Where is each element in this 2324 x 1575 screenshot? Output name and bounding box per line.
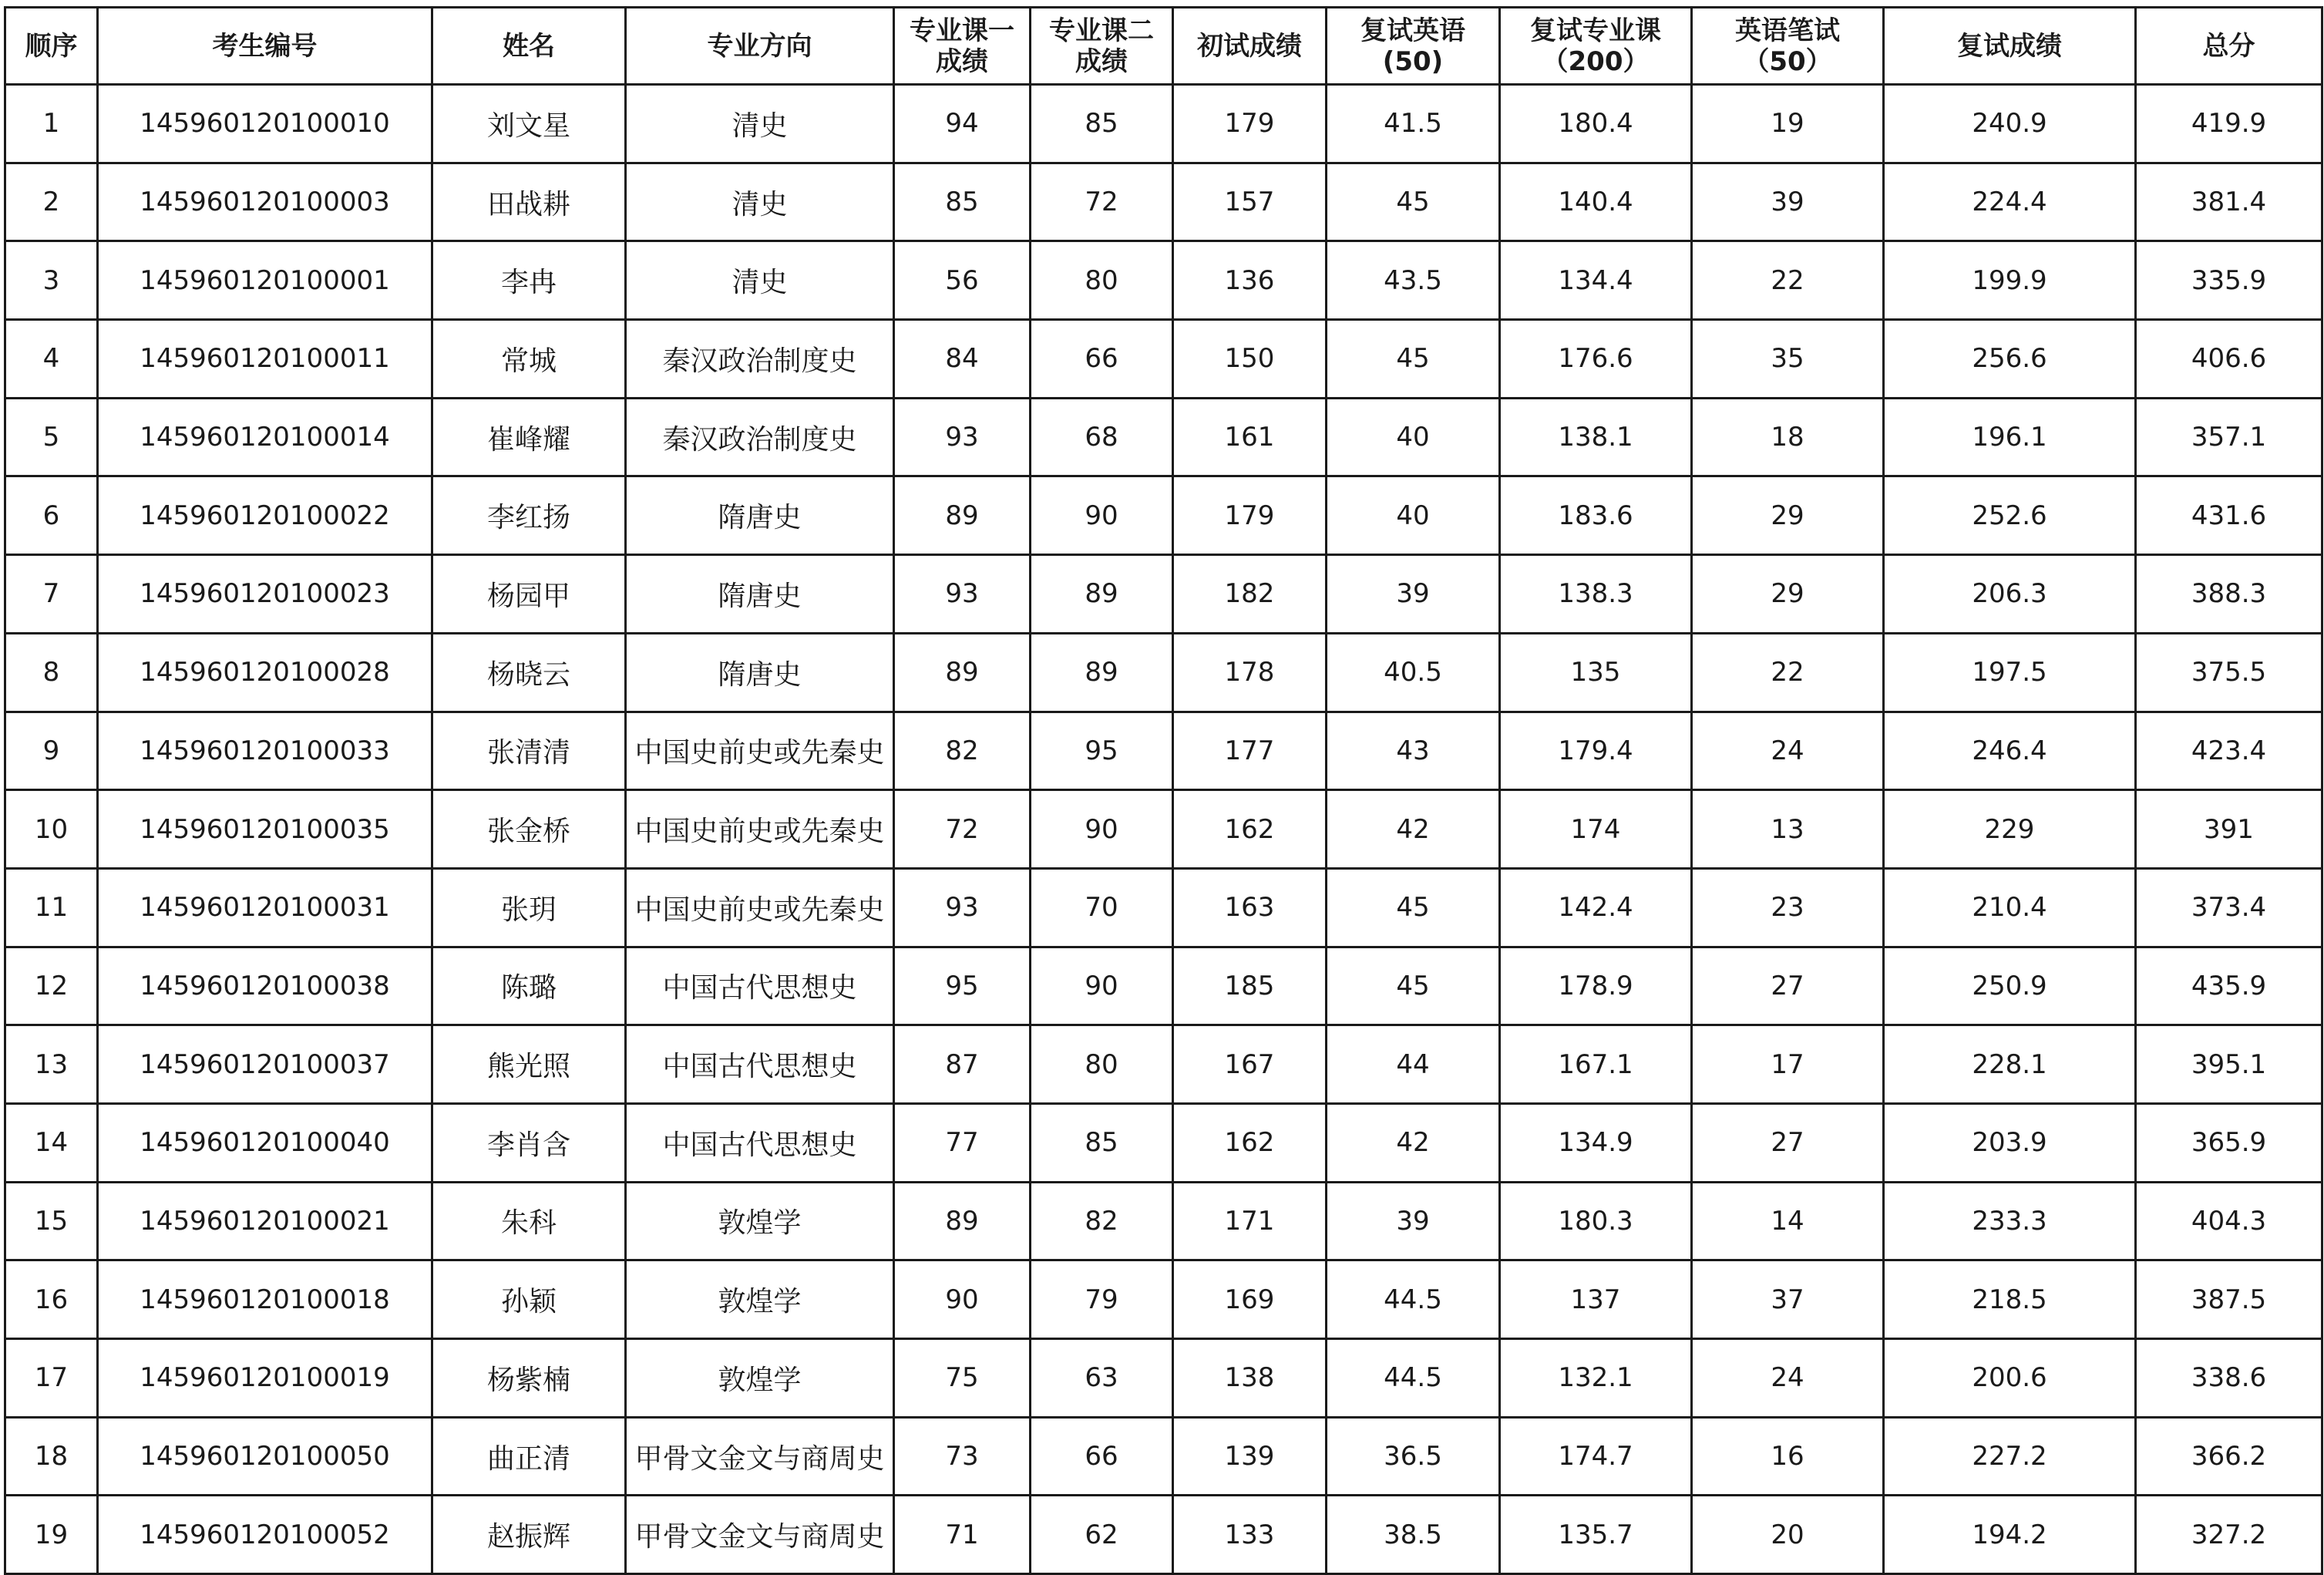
- table-row: [5, 241, 2322, 320]
- cell-retest-score: 194.2: [1884, 1496, 2136, 1574]
- column-header-line: （200）: [1542, 45, 1650, 77]
- cell-direction: 敦煌学: [626, 1182, 894, 1260]
- cell-name: 孙颖: [432, 1260, 626, 1339]
- cell-seq: 17: [5, 1339, 98, 1418]
- cell-total: 391: [2136, 790, 2322, 869]
- cell-course2: 90: [1031, 476, 1173, 555]
- cell-english-written: 39: [1692, 163, 1884, 241]
- cell-retest-english: 40: [1327, 476, 1500, 555]
- cell-direction: 中国古代思想史: [626, 947, 894, 1025]
- cell-retest-english: 36.5: [1327, 1417, 1500, 1496]
- cell-name: 熊光照: [432, 1025, 626, 1104]
- cell-retest-major: 142.4: [1500, 868, 1692, 947]
- cell-retest-major: 135: [1500, 633, 1692, 712]
- cell-prelim: 169: [1173, 1260, 1327, 1339]
- cell-course1: 75: [894, 1339, 1031, 1418]
- cell-retest-english: 44.5: [1327, 1339, 1500, 1418]
- cell-total: 435.9: [2136, 947, 2322, 1025]
- cell-retest-english: 44: [1327, 1025, 1500, 1104]
- cell-course1: 89: [894, 1182, 1031, 1260]
- cell-course1: 71: [894, 1496, 1031, 1574]
- column-header-direction: [626, 8, 894, 85]
- table-row: [5, 476, 2322, 555]
- cell-course2: 68: [1031, 398, 1173, 476]
- cell-direction: 中国史前史或先秦史: [626, 790, 894, 869]
- table-row: [5, 1182, 2322, 1260]
- cell-course1: 85: [894, 163, 1031, 241]
- cell-retest-english: 40: [1327, 398, 1500, 476]
- cell-retest-english: 38.5: [1327, 1496, 1500, 1574]
- header-row: [5, 8, 2322, 85]
- cell-prelim: 162: [1173, 1103, 1327, 1182]
- column-header-line: 成绩: [1075, 45, 1128, 77]
- table-row: [5, 1496, 2322, 1574]
- table-row: [5, 555, 2322, 634]
- cell-total: 404.3: [2136, 1182, 2322, 1260]
- cell-seq: 15: [5, 1182, 98, 1260]
- cell-prelim: 139: [1173, 1417, 1327, 1496]
- cell-course1: 77: [894, 1103, 1031, 1182]
- cell-retest-score: 196.1: [1884, 398, 2136, 476]
- cell-name: 杨园甲: [432, 555, 626, 634]
- cell-english-written: 18: [1692, 398, 1884, 476]
- cell-course1: 93: [894, 555, 1031, 634]
- cell-total: 338.6: [2136, 1339, 2322, 1418]
- cell-retest-english: 45: [1327, 163, 1500, 241]
- cell-retest-score: 246.4: [1884, 712, 2136, 790]
- table-row: [5, 398, 2322, 476]
- cell-name: 杨晓云: [432, 633, 626, 712]
- column-header-line: 考生编号: [212, 30, 318, 62]
- cell-prelim: 136: [1173, 241, 1327, 320]
- cell-seq: 6: [5, 476, 98, 555]
- cell-retest-score: 197.5: [1884, 633, 2136, 712]
- cell-seq: 11: [5, 868, 98, 947]
- cell-english-written: 13: [1692, 790, 1884, 869]
- cell-retest-major: 174: [1500, 790, 1692, 869]
- cell-english-written: 24: [1692, 1339, 1884, 1418]
- cell-retest-major: 134.9: [1500, 1103, 1692, 1182]
- cell-direction: 中国史前史或先秦史: [626, 712, 894, 790]
- cell-exam-id: 145960120100033: [98, 712, 432, 790]
- cell-direction: 甲骨文金文与商周史: [626, 1496, 894, 1574]
- cell-retest-major: 137: [1500, 1260, 1692, 1339]
- cell-prelim: 162: [1173, 790, 1327, 869]
- cell-prelim: 157: [1173, 163, 1327, 241]
- cell-course2: 82: [1031, 1182, 1173, 1260]
- cell-retest-major: 180.4: [1500, 85, 1692, 163]
- table-row: [5, 85, 2322, 163]
- cell-course2: 85: [1031, 1103, 1173, 1182]
- cell-retest-score: 228.1: [1884, 1025, 2136, 1104]
- cell-seq: 10: [5, 790, 98, 869]
- cell-english-written: 27: [1692, 1103, 1884, 1182]
- table-row: [5, 320, 2322, 399]
- cell-course1: 89: [894, 476, 1031, 555]
- cell-name: 曲正清: [432, 1417, 626, 1496]
- cell-english-written: 22: [1692, 241, 1884, 320]
- table-row: [5, 712, 2322, 790]
- cell-retest-major: 138.3: [1500, 555, 1692, 634]
- column-header-course1: [894, 8, 1031, 85]
- cell-course2: 89: [1031, 555, 1173, 634]
- cell-seq: 4: [5, 320, 98, 399]
- cell-english-written: 29: [1692, 555, 1884, 634]
- cell-course2: 90: [1031, 947, 1173, 1025]
- cell-exam-id: 145960120100035: [98, 790, 432, 869]
- column-header-retest-score: [1884, 8, 2136, 85]
- cell-retest-major: 167.1: [1500, 1025, 1692, 1104]
- cell-direction: 中国史前史或先秦史: [626, 868, 894, 947]
- column-header-line: 姓名: [503, 30, 555, 62]
- cell-name: 张玥: [432, 868, 626, 947]
- cell-retest-english: 39: [1327, 1182, 1500, 1260]
- cell-retest-english: 42: [1327, 790, 1500, 869]
- cell-direction: 中国古代思想史: [626, 1103, 894, 1182]
- cell-retest-major: 174.7: [1500, 1417, 1692, 1496]
- column-header-name: [432, 8, 626, 85]
- cell-retest-major: 176.6: [1500, 320, 1692, 399]
- cell-total: 423.4: [2136, 712, 2322, 790]
- cell-retest-major: 140.4: [1500, 163, 1692, 241]
- cell-prelim: 161: [1173, 398, 1327, 476]
- column-header-english-written: [1692, 8, 1884, 85]
- cell-course1: 89: [894, 633, 1031, 712]
- cell-total: 381.4: [2136, 163, 2322, 241]
- cell-name: 张清清: [432, 712, 626, 790]
- table-row: [5, 1103, 2322, 1182]
- cell-exam-id: 145960120100019: [98, 1339, 432, 1418]
- table-body: [5, 85, 2322, 1574]
- cell-direction: 中国古代思想史: [626, 1025, 894, 1104]
- cell-name: 李肖含: [432, 1103, 626, 1182]
- cell-name: 常城: [432, 320, 626, 399]
- column-header-line: （50）: [1743, 45, 1832, 77]
- cell-exam-id: 145960120100023: [98, 555, 432, 634]
- column-header-exam-id: [98, 8, 432, 85]
- column-header-line: 复试英语: [1360, 15, 1465, 46]
- cell-direction: 秦汉政治制度史: [626, 398, 894, 476]
- cell-course2: 70: [1031, 868, 1173, 947]
- cell-exam-id: 145960120100040: [98, 1103, 432, 1182]
- cell-course1: 87: [894, 1025, 1031, 1104]
- cell-name: 张金桥: [432, 790, 626, 869]
- cell-prelim: 178: [1173, 633, 1327, 712]
- cell-retest-english: 45: [1327, 320, 1500, 399]
- cell-retest-score: 199.9: [1884, 241, 2136, 320]
- cell-total: 387.5: [2136, 1260, 2322, 1339]
- cell-retest-score: 200.6: [1884, 1339, 2136, 1418]
- cell-exam-id: 145960120100038: [98, 947, 432, 1025]
- cell-course1: 72: [894, 790, 1031, 869]
- table-row: [5, 163, 2322, 241]
- table-row: [5, 1025, 2322, 1104]
- cell-course2: 85: [1031, 85, 1173, 163]
- cell-seq: 12: [5, 947, 98, 1025]
- cell-retest-english: 43.5: [1327, 241, 1500, 320]
- cell-retest-score: 256.6: [1884, 320, 2136, 399]
- cell-seq: 5: [5, 398, 98, 476]
- table-row: [5, 790, 2322, 869]
- cell-exam-id: 145960120100037: [98, 1025, 432, 1104]
- cell-name: 刘文星: [432, 85, 626, 163]
- cell-course1: 95: [894, 947, 1031, 1025]
- cell-course2: 79: [1031, 1260, 1173, 1339]
- cell-seq: 2: [5, 163, 98, 241]
- cell-seq: 1: [5, 85, 98, 163]
- cell-seq: 9: [5, 712, 98, 790]
- column-header-line: 顺序: [25, 30, 78, 62]
- cell-course2: 63: [1031, 1339, 1173, 1418]
- column-header-course2: [1031, 8, 1173, 85]
- cell-course1: 82: [894, 712, 1031, 790]
- cell-retest-english: 43: [1327, 712, 1500, 790]
- cell-total: 395.1: [2136, 1025, 2322, 1104]
- cell-course1: 84: [894, 320, 1031, 399]
- table-row: [5, 868, 2322, 947]
- cell-exam-id: 145960120100031: [98, 868, 432, 947]
- cell-name: 朱科: [432, 1182, 626, 1260]
- column-header-line: 英语笔试: [1735, 15, 1840, 46]
- cell-exam-id: 145960120100011: [98, 320, 432, 399]
- cell-retest-english: 45: [1327, 868, 1500, 947]
- cell-exam-id: 145960120100028: [98, 633, 432, 712]
- cell-english-written: 17: [1692, 1025, 1884, 1104]
- cell-prelim: 150: [1173, 320, 1327, 399]
- column-header-line: 总分: [2202, 30, 2255, 62]
- cell-retest-english: 39: [1327, 555, 1500, 634]
- cell-course1: 93: [894, 398, 1031, 476]
- cell-seq: 14: [5, 1103, 98, 1182]
- cell-retest-major: 134.4: [1500, 241, 1692, 320]
- cell-name: 陈璐: [432, 947, 626, 1025]
- cell-retest-english: 41.5: [1327, 85, 1500, 163]
- cell-course2: 66: [1031, 320, 1173, 399]
- cell-course1: 56: [894, 241, 1031, 320]
- cell-course2: 62: [1031, 1496, 1173, 1574]
- cell-course2: 95: [1031, 712, 1173, 790]
- cell-total: 375.5: [2136, 633, 2322, 712]
- cell-prelim: 138: [1173, 1339, 1327, 1418]
- cell-direction: 清史: [626, 85, 894, 163]
- cell-direction: 清史: [626, 241, 894, 320]
- column-header-line: 成绩: [936, 45, 988, 77]
- table-row: [5, 947, 2322, 1025]
- cell-direction: 甲骨文金文与商周史: [626, 1417, 894, 1496]
- column-header-line: 专业方向: [707, 30, 812, 62]
- cell-name: 赵振辉: [432, 1496, 626, 1574]
- cell-retest-score: 227.2: [1884, 1417, 2136, 1496]
- cell-retest-major: 178.9: [1500, 947, 1692, 1025]
- cell-prelim: 179: [1173, 85, 1327, 163]
- cell-total: 388.3: [2136, 555, 2322, 634]
- cell-english-written: 16: [1692, 1417, 1884, 1496]
- cell-name: 田战耕: [432, 163, 626, 241]
- cell-retest-score: 233.3: [1884, 1182, 2136, 1260]
- cell-total: 366.2: [2136, 1417, 2322, 1496]
- cell-retest-major: 180.3: [1500, 1182, 1692, 1260]
- cell-retest-english: 40.5: [1327, 633, 1500, 712]
- cell-direction: 隋唐史: [626, 633, 894, 712]
- cell-prelim: 185: [1173, 947, 1327, 1025]
- table-row: [5, 1260, 2322, 1339]
- cell-total: 335.9: [2136, 241, 2322, 320]
- cell-retest-english: 45: [1327, 947, 1500, 1025]
- cell-total: 357.1: [2136, 398, 2322, 476]
- cell-prelim: 179: [1173, 476, 1327, 555]
- cell-exam-id: 145960120100010: [98, 85, 432, 163]
- column-header-total: [2136, 8, 2322, 85]
- cell-course1: 73: [894, 1417, 1031, 1496]
- column-header-prelim: [1173, 8, 1327, 85]
- cell-prelim: 133: [1173, 1496, 1327, 1574]
- cell-name: 崔峰耀: [432, 398, 626, 476]
- cell-course1: 94: [894, 85, 1031, 163]
- cell-direction: 隋唐史: [626, 476, 894, 555]
- cell-english-written: 24: [1692, 712, 1884, 790]
- cell-retest-english: 44.5: [1327, 1260, 1500, 1339]
- cell-seq: 8: [5, 633, 98, 712]
- cell-retest-score: 224.4: [1884, 163, 2136, 241]
- cell-retest-major: 135.7: [1500, 1496, 1692, 1574]
- cell-seq: 3: [5, 241, 98, 320]
- cell-english-written: 35: [1692, 320, 1884, 399]
- cell-retest-major: 138.1: [1500, 398, 1692, 476]
- cell-retest-english: 42: [1327, 1103, 1500, 1182]
- cell-prelim: 167: [1173, 1025, 1327, 1104]
- cell-direction: 清史: [626, 163, 894, 241]
- cell-direction: 敦煌学: [626, 1339, 894, 1418]
- column-header-line: 专业课二: [1049, 15, 1154, 46]
- cell-exam-id: 145960120100021: [98, 1182, 432, 1260]
- cell-direction: 敦煌学: [626, 1260, 894, 1339]
- cell-total: 373.4: [2136, 868, 2322, 947]
- cell-retest-score: 252.6: [1884, 476, 2136, 555]
- cell-english-written: 29: [1692, 476, 1884, 555]
- cell-retest-score: 206.3: [1884, 555, 2136, 634]
- cell-seq: 18: [5, 1417, 98, 1496]
- cell-seq: 16: [5, 1260, 98, 1339]
- cell-retest-score: 240.9: [1884, 85, 2136, 163]
- cell-retest-score: 210.4: [1884, 868, 2136, 947]
- column-header-line: 专业课一: [910, 15, 1014, 46]
- cell-course2: 80: [1031, 1025, 1173, 1104]
- cell-english-written: 37: [1692, 1260, 1884, 1339]
- cell-course2: 89: [1031, 633, 1173, 712]
- cell-name: 李红扬: [432, 476, 626, 555]
- table-row: [5, 633, 2322, 712]
- cell-course1: 93: [894, 868, 1031, 947]
- cell-course2: 80: [1031, 241, 1173, 320]
- cell-exam-id: 145960120100014: [98, 398, 432, 476]
- cell-english-written: 14: [1692, 1182, 1884, 1260]
- table-row: [5, 1339, 2322, 1418]
- cell-prelim: 171: [1173, 1182, 1327, 1260]
- cell-exam-id: 145960120100050: [98, 1417, 432, 1496]
- cell-retest-score: 250.9: [1884, 947, 2136, 1025]
- cell-course2: 90: [1031, 790, 1173, 869]
- cell-name: 李冉: [432, 241, 626, 320]
- cell-retest-major: 183.6: [1500, 476, 1692, 555]
- cell-total: 431.6: [2136, 476, 2322, 555]
- cell-total: 365.9: [2136, 1103, 2322, 1182]
- cell-prelim: 163: [1173, 868, 1327, 947]
- cell-seq: 13: [5, 1025, 98, 1104]
- column-header-seq: [5, 8, 98, 85]
- column-header-line: 初试成绩: [1197, 30, 1302, 62]
- cell-retest-major: 132.1: [1500, 1339, 1692, 1418]
- cell-prelim: 182: [1173, 555, 1327, 634]
- cell-retest-score: 203.9: [1884, 1103, 2136, 1182]
- column-header-line: 复试成绩: [1957, 30, 2062, 62]
- cell-total: 419.9: [2136, 85, 2322, 163]
- cell-direction: 秦汉政治制度史: [626, 320, 894, 399]
- cell-seq: 7: [5, 555, 98, 634]
- cell-retest-major: 179.4: [1500, 712, 1692, 790]
- cell-exam-id: 145960120100052: [98, 1496, 432, 1574]
- cell-total: 406.6: [2136, 320, 2322, 399]
- cell-english-written: 20: [1692, 1496, 1884, 1574]
- cell-course2: 66: [1031, 1417, 1173, 1496]
- score-table: [4, 6, 2323, 1575]
- table-row: [5, 1417, 2322, 1496]
- cell-exam-id: 145960120100003: [98, 163, 432, 241]
- column-header-line: (50): [1382, 45, 1444, 77]
- cell-english-written: 22: [1692, 633, 1884, 712]
- column-header-line: 复试专业课: [1530, 15, 1661, 46]
- column-header-retest-english: [1327, 8, 1500, 85]
- cell-name: 杨紫楠: [432, 1339, 626, 1418]
- cell-direction: 隋唐史: [626, 555, 894, 634]
- column-header-retest-major: [1500, 8, 1692, 85]
- cell-prelim: 177: [1173, 712, 1327, 790]
- cell-english-written: 27: [1692, 947, 1884, 1025]
- cell-exam-id: 145960120100001: [98, 241, 432, 320]
- cell-retest-score: 218.5: [1884, 1260, 2136, 1339]
- cell-total: 327.2: [2136, 1496, 2322, 1574]
- cell-retest-score: 229: [1884, 790, 2136, 869]
- cell-course2: 72: [1031, 163, 1173, 241]
- cell-exam-id: 145960120100022: [98, 476, 432, 555]
- cell-seq: 19: [5, 1496, 98, 1574]
- cell-course1: 90: [894, 1260, 1031, 1339]
- cell-english-written: 19: [1692, 85, 1884, 163]
- cell-exam-id: 145960120100018: [98, 1260, 432, 1339]
- cell-english-written: 23: [1692, 868, 1884, 947]
